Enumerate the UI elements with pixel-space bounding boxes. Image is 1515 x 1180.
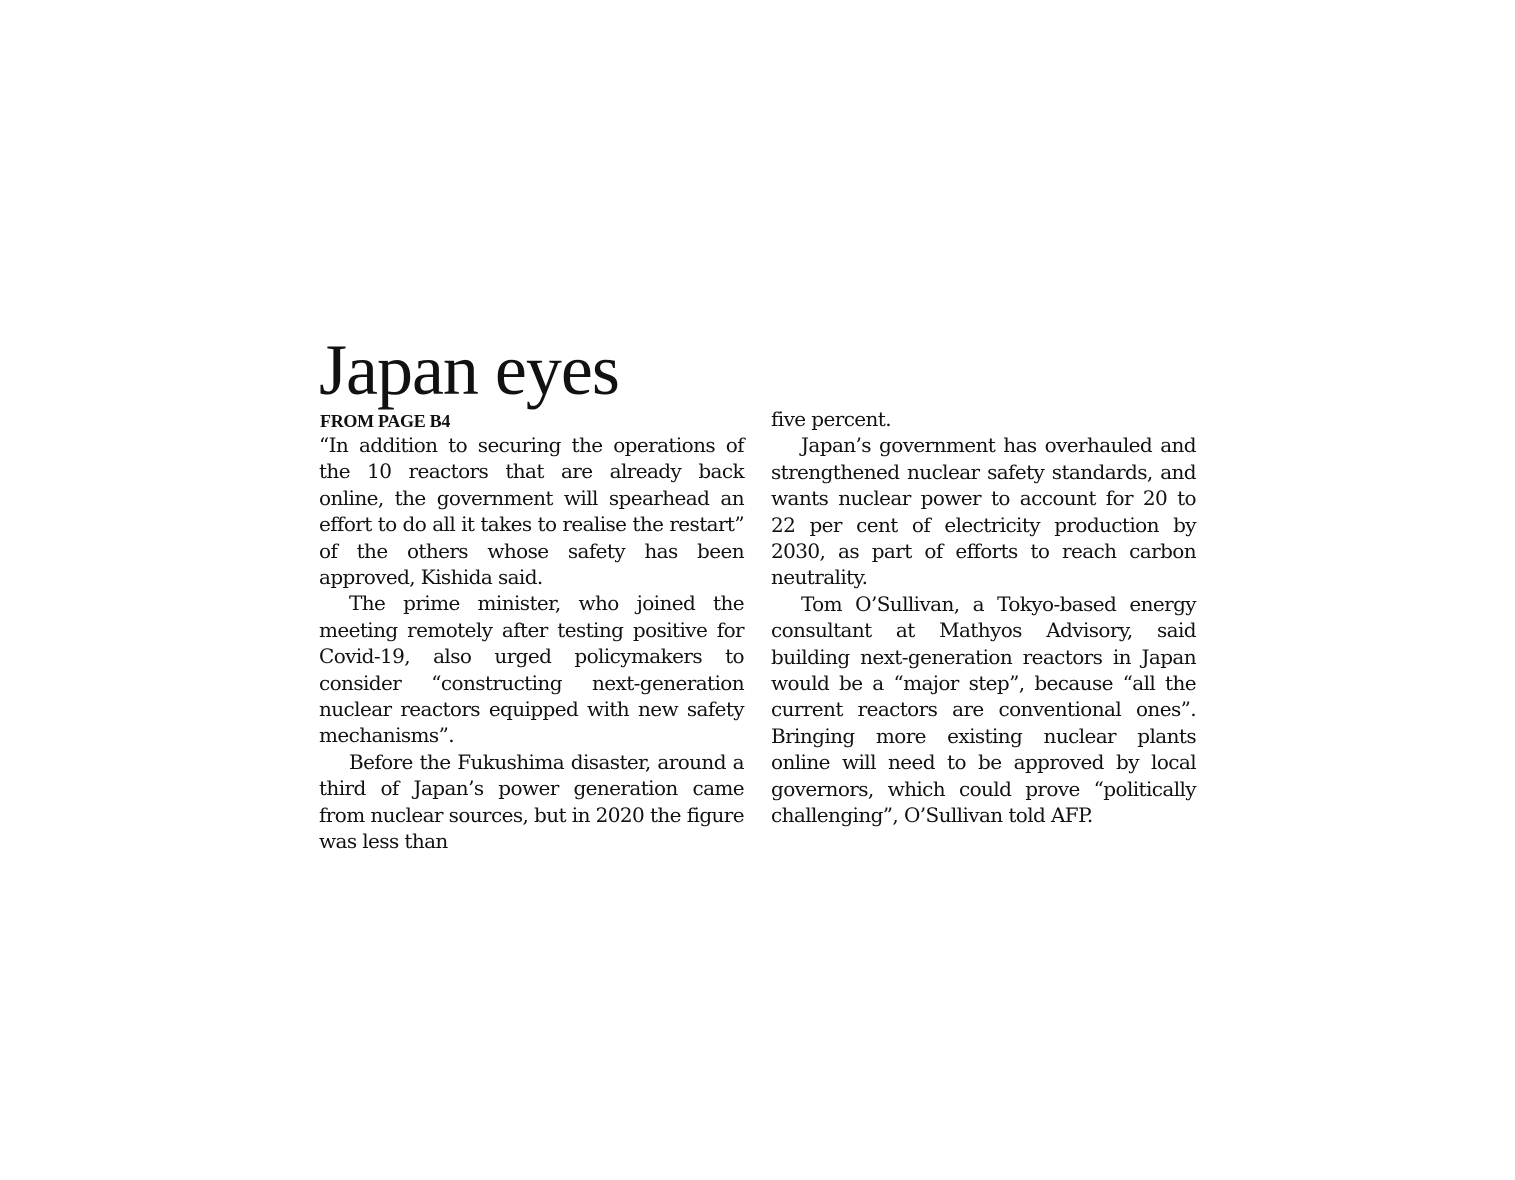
paragraph-continued: five percent. — [771, 407, 892, 431]
headline: Japan eyes — [319, 330, 619, 410]
paragraph: Japan’s government has overhauled and strengthened nuclear safety standards, and wants nuclear power to account for 20 to 22 per cent of electricity production by 2030, as part of efforts to reach carbon neutrality. — [771, 433, 1196, 590]
right-column — [771, 406, 1196, 829]
jump-line: FROM PAGE B4 — [320, 411, 451, 431]
paragraph: Before the Fukushima disaster, around a third of Japan’s power generation came from nuclear sources, but in 2020 the figure was less than — [319, 749, 744, 854]
paragraph: Tom O’Sullivan, a Tokyo-based energy consultant at Mathyos Advisory, said building next-generation reactors in Japan would be a “major step”, because “all the current reactors are conventional ones”. Bringing more existing nuclear plants online will need to be approved by local governors, which could prove “politically challenging”, O’Sullivan told AFP. — [771, 591, 1196, 828]
left-column — [319, 432, 744, 855]
paragraph: “In addition to securing the operations of the 10 reactors that are already back online, the government will spearhead an effort to do all it takes to realise the restart” of the others whose safety has been approved, Kishida said. — [319, 433, 744, 590]
paragraph: The prime minister, who joined the meeting remotely after testing positive for Covid-19, also urged policymakers to consider “constructing next-generation nuclear reactors equipped with new safety mechanisms”. — [319, 591, 744, 748]
